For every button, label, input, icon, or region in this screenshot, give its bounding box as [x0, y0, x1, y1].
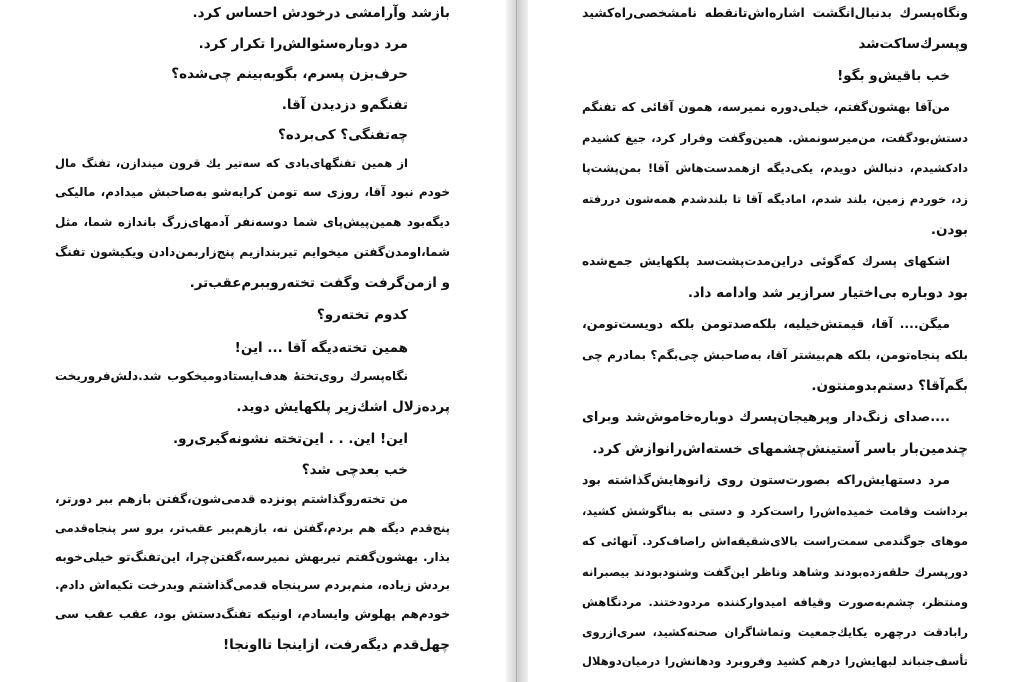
text-line: بردش زیاده، منم‌بردم سرپنجاه قدمی‌گذاشتم وبدرخت تکیه‌اش دادم.: [55, 578, 450, 592]
text-line: مرد دستهایش‌راکه بصورت‌ستون روی زانوهایش‌گذاشته بود: [582, 472, 950, 487]
text-line: پرده‌زلال اشك‌زیر پلکهایش دوید.: [236, 399, 450, 415]
text-line: بذار. بهشون‌گفتم تیربهش نمیرسه،گفتن‌چرا، این‌تفنگ‌تو خیلی‌خوبه: [55, 550, 450, 564]
book-gutter: [506, 0, 528, 682]
text-line: وپسرك‌ساکت‌شد: [858, 36, 968, 52]
text-line: شما،اومدن‌گفتن میخوایم تیربندازیم پنج‌زاربمن‌دادن ویکیشون تفنگ: [55, 245, 450, 259]
text-line: خب بعدچی شد؟: [301, 462, 408, 478]
text-line: بلکه پنجاه‌تومن، بلکه هم‌بیشتر آقا، به‌صاحبش چی‌بگم؟ بمادرم چی: [582, 348, 968, 362]
text-line: دادکشیدم، دنبالش دویدم، یکی‌دیگه ازهمدست‌هاش آقا! بمن‌پشت‌پا: [582, 161, 968, 175]
text-line: چهل‌قدم دیگه‌رفت، ازاینجا تااونجا!: [223, 637, 450, 653]
text-line: ومنتظر، چشم‌به‌صورت وقیافه امیدوارکننده مردودختند. مردنگاهش: [582, 595, 968, 609]
text-line: زد، خوردم زمین، بلند شدم، امادیگه آقا تا بلندشدم همه‌شون دررفته: [582, 192, 968, 206]
text-line: بودن.: [930, 222, 968, 238]
text-line: خودم‌هم پهلوش وایسادم، اونیکه تفنگ‌دستش بود، عقب عقب سی: [55, 607, 450, 621]
text-line: و ازمن‌گرفت وگفت تخته‌روببرم‌عقب‌تر.: [189, 275, 450, 291]
text-line: ونگاه‌پسرك بدنبال‌انگشت اشاره‌اش‌تانقطه نامشخصی‌راه‌کشید: [582, 5, 968, 20]
text-line: دستش‌بودگفت، من‌میرسونمش. همین‌وگفت وفرار کرد، جیغ کشیدم: [582, 131, 968, 145]
text-line: نگاه‌پسرك روی‌تختهٔ هدف‌ایستادومیخکوب شد.دلش‌فروریخت: [55, 369, 408, 383]
text-line: دیگه‌بود همین‌پیش‌پای شما دوسه‌نفر آدمهای‌زرگ باندازه شما، مثل: [55, 215, 450, 229]
text-line: برداشت وقامت خمیده‌اش‌را راست‌کرد و دستی به بناگوشش کشید،: [582, 504, 968, 518]
text-line: اشکهای پسرك که‌گوئی دراین‌مدت‌پشت‌سد پلکهایش جمع‌شده: [582, 254, 950, 268]
text-line: بگم‌آقا؟ دستم‌بدومنتون.: [811, 378, 968, 394]
text-line: بازشد وآرامشی درخودش احساس کرد.: [192, 5, 450, 21]
text-line: چندمین‌بار باسر آستینش‌چشمهای خسته‌اش‌رانوازش کرد.: [592, 441, 968, 457]
text-line: خب باقیش‌و بگو!: [837, 68, 950, 84]
right-page: [528, 0, 1022, 682]
text-line: من تخته‌روگذاشتم پونزده قدمی‌شون،گفتن بازهم ببر دورتر،: [55, 492, 408, 506]
left-page: [0, 0, 506, 682]
text-line: میگن.... آقا، قیمتش‌خیلیه، بلکه‌صدتومن بلکه دویست‌تومن،: [582, 316, 950, 331]
text-line: پنج‌قدم دیگه هم بردم،گفتن نه، بازهم‌ببر عقب‌تر، برو سر پنجاه‌قدمی: [55, 521, 450, 535]
text-line: حرف‌بزن پسرم، بگوبه‌بینم چی‌شده؟: [171, 66, 408, 82]
text-line: مرد دوباره‌سئوالش‌را تکرار کرد.: [198, 36, 408, 52]
text-line: تأسف‌جنباند لبهایش‌را درهم کشید وفروبرد ودهانش‌را درمیان‌دوهلال: [582, 654, 968, 668]
text-line: من‌آقا بهشون‌گفتم، خیلی‌دوره نمیرسه، همون آقائی که تفنگم: [582, 100, 950, 114]
text-line: موهای جوگندمی سمت‌راست بالای‌شقیقه‌اش راصاف‌کرد. آنهائی که: [582, 534, 968, 548]
text-line: رابادقت درچهره یکایك‌جمعیت وتماشاگران صحنه‌کشید، سری‌ازروی: [582, 625, 968, 639]
text-line: تفنگم‌و دزدیدن آقا.: [281, 97, 408, 113]
text-line: ....صدای زنگ‌دار وپرهیجان‌پسرك دوباره‌خاموش‌شد وبرای: [582, 410, 950, 425]
text-line: همین تخته‌دیگه آقا ... این!: [234, 340, 408, 356]
text-line: این! این. . . این‌تخته نشونه‌گیری‌رو.: [172, 431, 408, 447]
text-line: از همین تفنگهای‌بادی که سه‌تیر یك قرون میندازن، تفنگ مال: [55, 156, 408, 170]
text-line: چه‌تفنگی؟ کی‌برده؟: [278, 127, 408, 143]
text-line: کدوم تخته‌رو؟: [316, 307, 408, 323]
text-line: دورپسرك حلقه‌زده‌بودند وشاهد وناظر این‌گفت وشنودبودند بیصبرانه: [582, 565, 968, 579]
text-line: بود دوباره بی‌اختیار سرازیر شد وادامه داد.: [687, 285, 968, 301]
text-line: خودم نبود آقا، روزی سه تومن کرایه‌شو به‌صاحبش میدادم، مالیکی: [55, 185, 450, 199]
gutter-divider: [516, 0, 517, 682]
